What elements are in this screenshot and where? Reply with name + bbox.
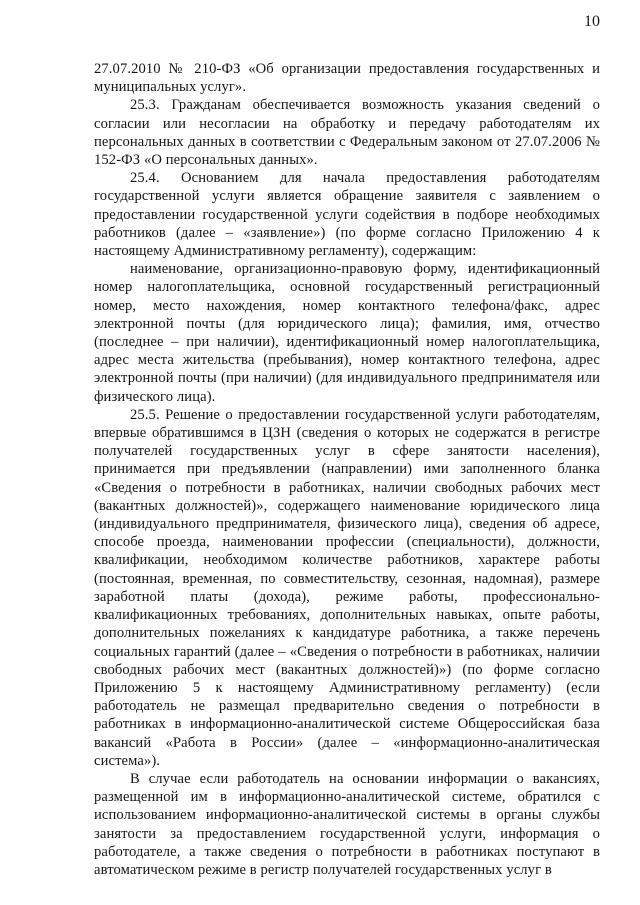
document-body xyxy=(94,60,600,879)
page-number: 10 xyxy=(584,13,600,30)
paragraph-25-5: 25.5. Решение о предоставлении государственной услуги работодателям, впервые обратившимся в ЦЗН (сведения о которых не содержатся в регистре получателей государственных услуг в сфере занятости населения), принимается при предъявлении (направлении) ими заполненного бланка «Сведения о потребности в работниках, наличии свободных рабочих мест (вакантных должностей)», содержащего наименование юридического лица (индивидуального предпринимателя, физического лица), сведения об адресе, способе проезда, наименовании профессии (специальности), должности, квалификации, необходимом количестве работников, характере работы (постоянная, временная, по совместительству, сезонная, надомная), размере заработной платы (дохода), режиме работы, профессионально-квалификационных требованиях, дополнительных навыках, опыте работы, дополнительных пожеланиях к кандидатуре работника, а также перечень социальных гарантий (далее – «Сведения о потребности в работниках, наличии свободных рабочих мест (вакантных должностей)») (по форме согласно Приложению 5 к настоящему Административному регламенту) (если работодатель не размещал предварительно сведения о потребности в работниках в информационно-аналитической системе Общероссийская база вакансий «Работа в России» (далее – «информационно-аналитическая система»). xyxy=(94,406,600,769)
paragraph-25-3: 25.3. Гражданам обеспечивается возможность указания сведений о согласии или несогласии на обработку и передачу работодателям их персональных данных в соответствии с Федеральным законом от 27.07.2006 № 152-ФЗ «О персональных данных». xyxy=(94,97,600,169)
paragraph-1: 27.07.2010 № 210-ФЗ «Об организации предоставления государственных и муниципальных услуг». xyxy=(94,61,600,96)
paragraph-25-4: 25.4. Основанием для начала предоставления работодателям государственной услуги является обращение заявителя с заявлением о предоставлении государственной услуги содействия в подборе необходимых работников (далее – «заявление») (по форме согласно Приложению 4 к настоящему Административному регламенту), содержащим: xyxy=(94,170,600,260)
paragraph-applicant-details: наименование, организационно-правовую форму, идентификационный номер налогоплательщика, основной государственный регистрационный номер, место нахождения, номер контактного телефона/факс, адрес электронной почты (для юридического лица); фамилия, имя, отчество (последнее – при наличии), идентификационный номер налогоплательщика, адрес места жительства (пребывания), номер контактного телефона, адрес электронной почты (при наличии) (для индивидуального предпринимателя или физического лица). xyxy=(94,261,600,405)
paragraph-vacancy-info: В случае если работодатель на основании информации о вакансиях, размещенной им в информационно-аналитической системе, обратился с использованием информационно-аналитической системы в органы службы занятости за предоставлением государственной услуги, информация о работодателе, а также сведения о потребности в работниках поступают в автоматическом режиме в регистр получателей государственных услуг в xyxy=(94,770,600,878)
